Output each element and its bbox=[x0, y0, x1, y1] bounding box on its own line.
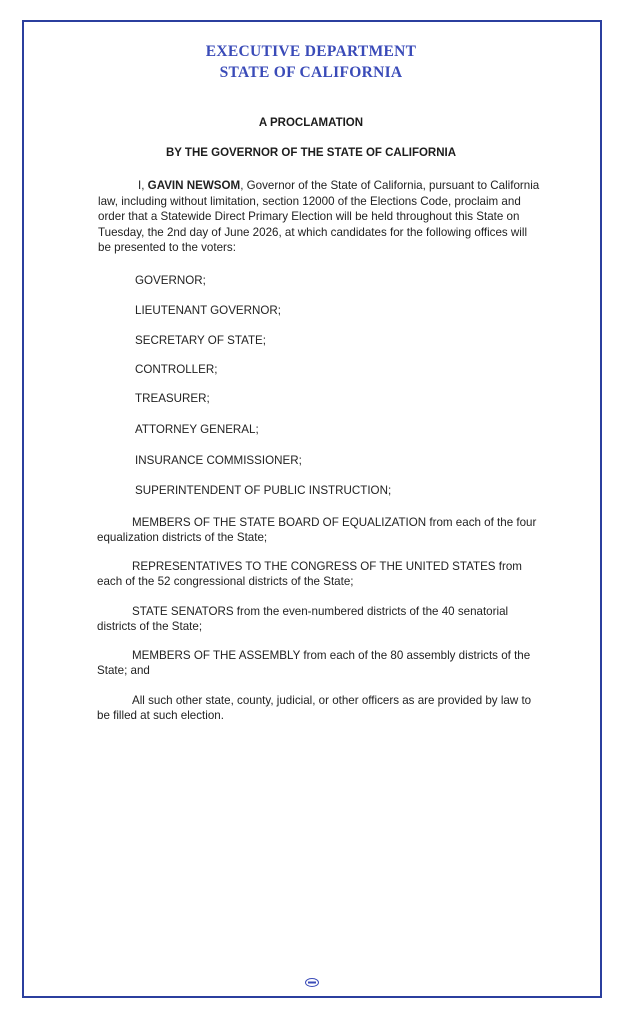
page-border bbox=[22, 20, 602, 998]
paragraph-text: MEMBERS OF THE ASSEMBLY from each of the 80 assembly districts of the State; and bbox=[97, 649, 531, 677]
intro-prefix: I, bbox=[138, 179, 148, 192]
office-item: SUPERINTENDENT OF PUBLIC INSTRUCTION; bbox=[135, 484, 392, 497]
intro-paragraph bbox=[98, 178, 542, 256]
office-item: LIEUTENANT GOVERNOR; bbox=[135, 304, 282, 317]
state-seal-icon bbox=[305, 978, 319, 987]
paragraph-text: MEMBERS OF THE STATE BOARD OF EQUALIZATION from each of the four equalization districts of the State; bbox=[97, 516, 537, 544]
governor-name: GAVIN NEWSOM bbox=[147, 179, 241, 192]
paragraph-text: All such other state, county, judicial, or other officers as are provided by law to be filled at such election. bbox=[97, 694, 532, 722]
office-paragraph bbox=[97, 559, 537, 589]
header-line-1: EXECUTIVE DEPARTMENT bbox=[205, 43, 417, 60]
office-paragraph bbox=[97, 604, 537, 634]
header-line-2: STATE OF CALIFORNIA bbox=[219, 64, 403, 81]
office-paragraph bbox=[97, 515, 537, 545]
office-item: TREASURER; bbox=[135, 392, 210, 405]
intro-text: , Governor of the State of California, pursuant to California law, including without limitation, section 12000 of the Elections Code, proclaim and order that a Statewide Direct Primary Election will be held throughout this State on Tuesday, the 2nd day of June 2026, at which candidates for the following offices will be presented to the voters: bbox=[98, 179, 540, 254]
paragraph-text: STATE SENATORS from the even-numbered districts of the 40 senatorial districts of the State; bbox=[97, 605, 509, 633]
office-item: GOVERNOR; bbox=[135, 274, 206, 287]
office-paragraph bbox=[97, 693, 537, 723]
proclamation-subtitle: BY THE GOVERNOR OF THE STATE OF CALIFORNIA bbox=[165, 147, 457, 159]
paragraph-text: REPRESENTATIVES TO THE CONGRESS OF THE UNITED STATES from each of the 52 congressional districts of the State; bbox=[97, 560, 522, 588]
office-paragraph bbox=[97, 648, 537, 678]
office-item: ATTORNEY GENERAL; bbox=[135, 423, 259, 436]
office-item: SECRETARY OF STATE; bbox=[135, 334, 266, 347]
office-item: CONTROLLER; bbox=[135, 363, 218, 376]
proclamation-title: A PROCLAMATION bbox=[258, 117, 364, 129]
office-item: INSURANCE COMMISSIONER; bbox=[135, 454, 302, 467]
